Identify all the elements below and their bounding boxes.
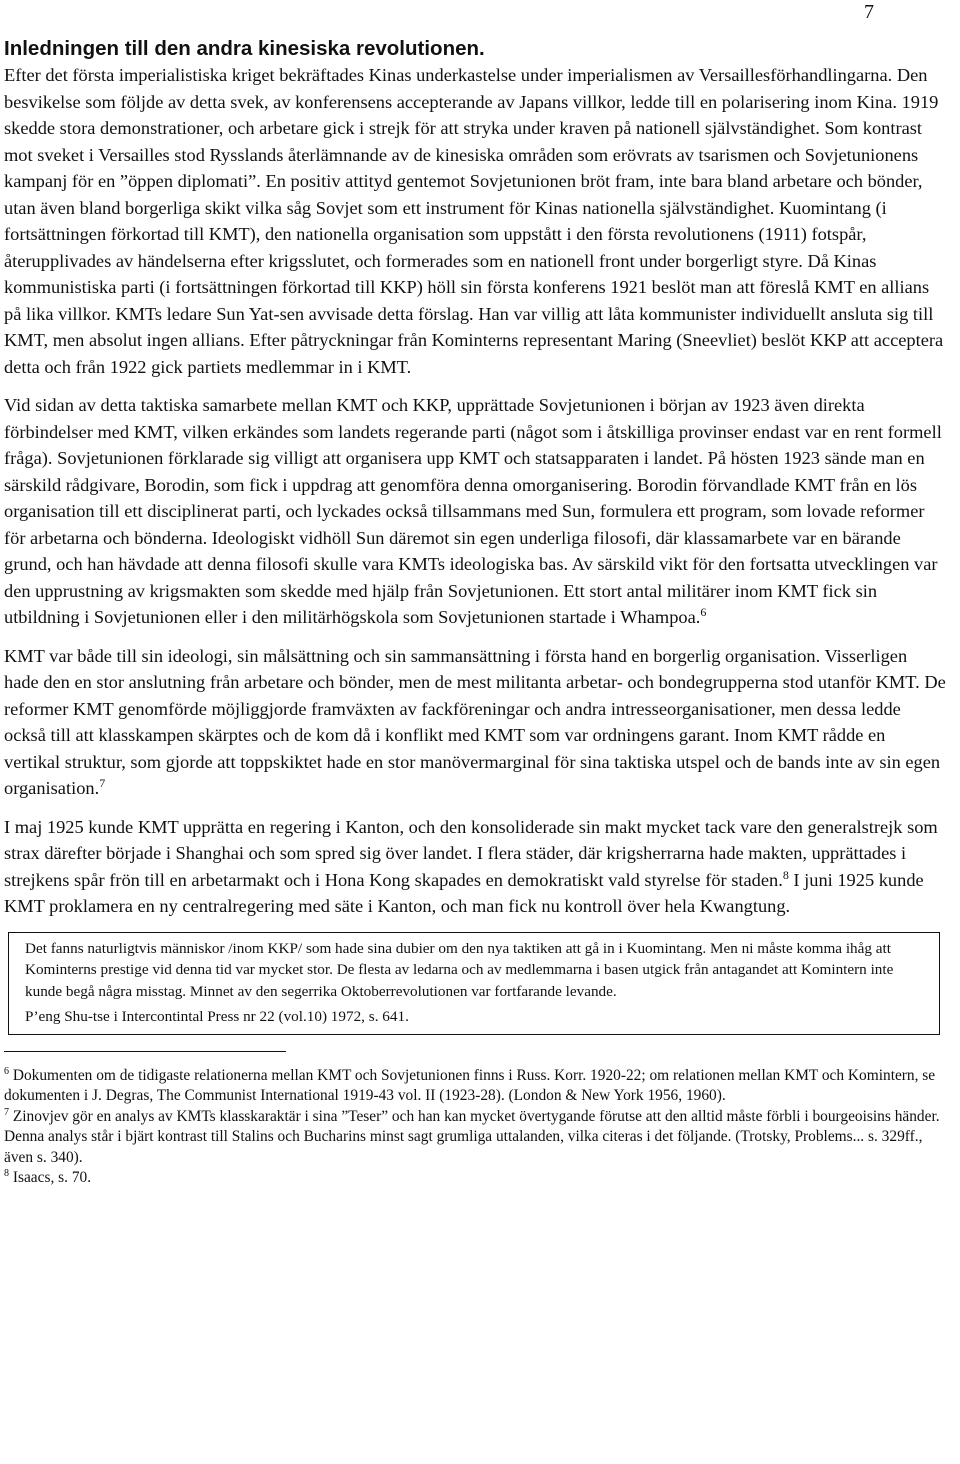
quote-text: Det fanns naturligtvis människor /inom KKP/ som hade sina dubier om den nya taktiken att gå in i Kuomintang. Men ni måste komma ihåg att Kominterns prestige vid denna tid var mycket stor. De flesta av ledarna och av medlemmarna i basen utgick från antagandet att Komintern inte kunde begå några misstag. Minnet av den segerrika Oktoberrevolutionen var fortfarande levande.	[25, 939, 894, 1000]
paragraph-4	[4, 814, 946, 920]
footnote-text: Zinovjev gör en analys av KMTs klasskaraktär i sina ”Teser” och han kan mycket övertygande förutse att den alltid måste förbli i bourgeoisins händer. Denna analys står i bjärt kontrast till Stalins och Bucharins minst sagt grumliga uttalanden, vilka citeras i det följande. (Trotsky, Problems... s. 329ff., även s. 340).	[4, 1107, 940, 1166]
footnote-divider	[4, 1051, 286, 1052]
paragraph-3	[4, 643, 946, 802]
footnote-ref-6[interactable]: 6	[700, 605, 707, 619]
paragraph-2	[4, 392, 946, 631]
footnotes	[4, 1066, 946, 1189]
footnote-7	[4, 1107, 946, 1169]
footnote-ref-7[interactable]: 7	[99, 776, 106, 790]
section-heading: Inledningen till den andra kinesiska revolutionen.	[4, 37, 485, 60]
quote-source: P’eng Shu-tse i Intercontintal Press nr 22 (vol.10) 1972, s. 641.	[25, 1008, 409, 1025]
footnote-number: 8	[4, 1168, 9, 1179]
paragraph-2-text: Vid sidan av detta taktiska samarbete mellan KMT och KKP, upprättade Sovjetunionen i början av 1923 även direkta förbindelser med KMT, vilken erkändes som landets regerande parti (något som i åtskilliga provinser endast var en rent formell fråga). Sovjetunionen förklarade sig villigt att organisera upp KMT och statsapparaten i landet. På hösten 1923 sände man en särskild rådgivare, Borodin, som fick i uppdrag att genomföra denna omorganisering. Borodin förvandlade KMT från en lös organisation till ett disciplinerat parti, och lyckades också tillsammans med Sun, formulera ett program, som lovade reformer för arbetarna och bönderna. Ideologiskt vidhöll Sun däremot sin egen underliga filosofi, där klassamarbete var en bärande grund, och han hävdade att denna filosofi skulle vara KMTs ideologiska bas. Av särskild vikt för den fortsatta utvecklingen var den upprustning av krigsmakten som skedde med hjälp från Sovjetunionen. Ett stort antal militärer inom KMT fick sin utbildning i Sovjetunionen eller i den militärhögskola som Sovjetunionen startade i Whampoa.	[4, 395, 942, 627]
footnote-6	[4, 1066, 946, 1107]
footnote-text: Isaacs, s. 70.	[12, 1169, 92, 1186]
page-number: 7	[864, 1, 874, 23]
paragraph-4-text-b: I juni 1925 kunde KMT proklamera en ny centralregering med säte i Kanton, och man fick nu kontroll över hela Kwangtung.	[4, 869, 924, 916]
footnote-ref-8[interactable]: 8	[782, 867, 789, 882]
footnote-number: 7	[4, 1106, 9, 1118]
footnote-8	[4, 1168, 946, 1189]
paragraph-3-text: KMT var både till sin ideologi, sin målsättning och sin sammansättning i första hand en borgerlig organisation. Visserligen hade den en stor anslutning från arbetare och bönder, men de mest militanta arbetar- och bondegrupperna stod utanför KMT. De reformer KMT genomförde möjliggjorde framväxten av fackföreningar och andra intresseorganisationer, men dessa ledde också till att klasskampen skärptes och de kom då i konflikt med KMT som var ordningens garant. Inom KMT rådde en vertikal struktur, som gjorde att toppskiktet hade en stor manövermarginal för sina taktiska utspel och de bands inte av sin egen organisation.	[4, 645, 946, 798]
quote-box	[8, 932, 940, 1035]
footnote-text: Dokumenten om de tidigaste relationerna mellan KMT och Sovjetunionen finns i Russ. Korr. 1920-22; om relationen mellan KMT och Komintern, se dokumenten i J. Degras, The Communist International 1919-43 vol. II (1923-28). (London & New York 1956, 1960).	[4, 1066, 936, 1104]
paragraph-1: Efter det första imperialistiska kriget bekräftades Kinas underkastelse under imperialismen av Versaillesförhandlingarna. Den besvikelse som följde av detta svek, av konferensens accepterande av Japans villkor, ledde till en polarisering inom Kina. 1919 skedde stora demonstrationer, och arbetare gick i strejk för att stryka under kraven på nationell självständighet. Som kontrast mot sveket i Versailles stod Rysslands återlämnande av de kinesiska områden som erövrats av tsarismen och Sovjetunionens kampanj för en ”öppen diplomati”. En positiv attityd gentemot Sovjetunionen bröt fram, inte bara bland arbetare och bönder, utan även bland borgerliga skikt vilka såg Sovjet som ett instrument för Kinas nationella självständighet. Kuomintang (i fortsättningen förkortad till KMT), den nationella organisation som uppstått i den första revolutionens (1911) fotspår, återupplivades av händelserna efter krigsslutet, och formerades som en nationell front under borgerligt styre. Då Kinas kommunistiska parti (i fortsättningen förkortad till KKP) höll sin första konferens 1921 beslöt man att föreslå KMT en allians på lika villkor. KMTs ledare Sun Yat-sen avvisade detta förslag. Han var villig att låta kommunister individuellt ansluta sig till KMT, men absolut ingen allians. Efter påtryckningar från Kominterns representant Maring (Sneevliet) beslöt KKP att acceptera detta och från 1922 gick partiets medlemmar in i KMT.	[4, 65, 944, 377]
footnote-number: 6	[4, 1065, 9, 1077]
paragraph-4-text-a: I maj 1925 kunde KMT upprätta en regering i Kanton, och den konsoliderade sin makt mycket tack vare den generalstrejk som strax därefter började i Shanghai och som spred sig över landet. I flera städer, där krigsherrarna hade makten, upprättades i strejkens spår frön till en arbetarmakt och i Hona Kong skapades en demokratiskt vald styrelse för staden.	[4, 816, 938, 890]
